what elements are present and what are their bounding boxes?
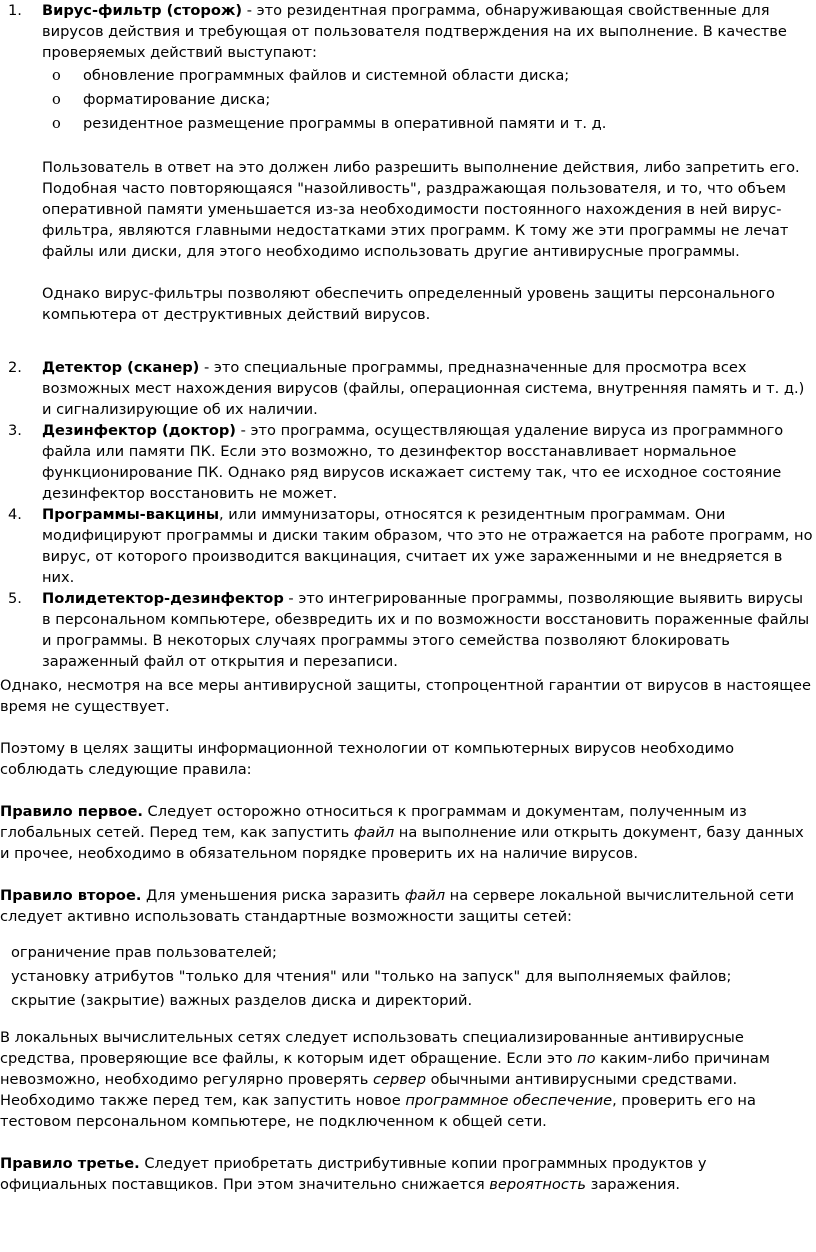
emphasis: программное обеспечение xyxy=(405,1092,613,1109)
sub-list xyxy=(0,64,816,136)
list-number: 5. xyxy=(8,590,22,607)
sub-item-text: форматирование диска; xyxy=(83,91,271,108)
item-text xyxy=(42,504,816,588)
sub-list-item xyxy=(0,64,816,88)
paragraph-text: каким-либо причинам невозможно, необходимо регулярно проверять xyxy=(0,1050,770,1088)
item-paragraph: Однако вирус-фильтры позволяют обеспечить определенный уровень защиты персонального компьютера от деструктивных действий вирусов. xyxy=(42,285,775,323)
rule-first xyxy=(0,801,816,864)
bullet-icon: o xyxy=(52,115,61,132)
list-item: скрытие (закрытие) важных разделов диска и директорий. xyxy=(11,992,473,1009)
list-item-disinfector xyxy=(0,420,816,504)
rule-title: Правило второе. xyxy=(0,887,142,904)
item-text xyxy=(42,420,816,504)
rule-text: на сервере локальной вычислительной сети следует активно использовать стандартные возможности защиты сетей: xyxy=(0,887,795,925)
paragraph-text: , проверить его на тестовом персональном компьютере, не подключенном к общей сети. xyxy=(0,1092,756,1130)
emphasis: файл xyxy=(353,824,395,841)
emphasis: вероятность xyxy=(489,1176,586,1193)
list-item: установку атрибутов "только для чтения" или "только на запуск" для выполняемых файлов; xyxy=(11,968,732,985)
item-term: Вирус-фильтр (сторож) xyxy=(42,2,243,19)
antivirus-type-list-continued xyxy=(0,357,816,672)
bullet-icon: o xyxy=(52,91,61,108)
list-item-detector xyxy=(0,357,816,420)
paragraph-text: обычными антивирусными средствами. Необходимо также перед тем, как запустить новое xyxy=(0,1071,738,1109)
item-description: , или иммунизаторы, относятся к резидентным программам. Они модифицируют программы и диски таким образом, что это не отражается на работе программ, но вирус, от которого производится вакцинация, считает их уже зараженными и не внедряется в них. xyxy=(42,506,813,586)
item-text xyxy=(42,357,816,420)
emphasis: по xyxy=(577,1050,596,1067)
antivirus-type-list xyxy=(0,0,816,325)
item-term: Полидетектор-дезинфектор xyxy=(42,590,284,607)
rule-title: Правило третье. xyxy=(0,1155,140,1172)
item-description: - это специальные программы, предназначенные для просмотра всех возможных мест нахождения вирусов (файлы, операционная система, внутренняя память и т. д.) и сигнализирующие об их наличии. xyxy=(42,359,805,418)
item-description: - это интегрированные программы, позволяющие выявить вирусы в персональном компьютере, обезвредить их и по возможности восстановить пораженные файлы и программы. В некоторых случаях программы этого семейства позволяют блокировать зараженный файл от открытия и перезаписи. xyxy=(42,590,810,670)
emphasis: файл xyxy=(404,887,446,904)
rule-title: Правило первое. xyxy=(0,803,143,820)
item-term: Программы-вакцины xyxy=(42,506,220,523)
rule-third xyxy=(0,1153,816,1195)
list-number: 2. xyxy=(8,359,22,376)
sub-item-text: резидентное размещение программы в оперативной памяти и т. д. xyxy=(83,115,607,132)
item-paragraph: Пользователь в ответ на это должен либо разрешить выполнение действия, либо запретить его. Подобная часто повторяющаяся "назойливость", раздражающая пользователя, и то, что объем оперативной памяти уменьшается из-за необходимости постоянного нахождения в ней вирус-фильтра, являются главными недостатками этих программ. К тому же эти программы не лечат файлы или диски, для этого необходимо использовать другие антивирусные программы. xyxy=(42,159,800,260)
sub-item-text: обновление программных файлов и системной области диска; xyxy=(83,67,570,84)
item-text xyxy=(42,0,816,63)
item-term: Детектор (сканер) xyxy=(42,359,200,376)
rule-text: Для уменьшения риска заразить xyxy=(141,887,405,904)
rule-text: на выполнение или открыть документ, базу данных и прочее, необходимо в обязательном порядке проверить их на наличие вирусов. xyxy=(0,824,804,862)
list-item: ограничение прав пользователей; xyxy=(11,944,277,961)
item-term: Дезинфектор (доктор) xyxy=(42,422,236,439)
rule-text: Следует осторожно относиться к программам и документам, полученным из глобальных сетей. Перед тем, как запустить xyxy=(0,803,747,841)
rule-second xyxy=(0,885,816,927)
paragraph-local-networks xyxy=(0,1027,816,1132)
paragraph-therefore: Поэтому в целях защиты информационной технологии от компьютерных вирусов необходимо соблюдать следующие правила: xyxy=(0,740,735,778)
rule-text: заражения. xyxy=(585,1176,681,1193)
item-description: - это программа, осуществляющая удаление вируса из программного файла или памяти ПК. Если это возможно, то дезинфектор восстанавливает нормальное функционирование ПК. Однако ряд вирусов искажает систему так, что ее исходное состояние дезинфектор восстановить не может. xyxy=(42,422,784,502)
emphasis: сервер xyxy=(372,1071,427,1088)
paragraph-however: Однако, несмотря на все меры антивирусной защиты, стопроцентной гарантии от вирусов в настоящее время не существует. xyxy=(0,677,811,715)
sub-list-item xyxy=(0,88,816,112)
item-text xyxy=(42,588,816,672)
list-item-polydetector xyxy=(0,588,816,672)
network-protection-list xyxy=(0,941,816,1013)
sub-list-item xyxy=(0,112,816,136)
list-number: 4. xyxy=(8,506,22,523)
rule-text: Следует приобретать дистрибутивные копии программных продуктов у официальных поставщиков. При этом значительно снижается xyxy=(0,1155,707,1193)
list-item-virus-filter xyxy=(0,0,816,63)
body-text xyxy=(0,675,816,1195)
bullet-icon: o xyxy=(52,67,61,84)
list-number: 3. xyxy=(8,422,22,439)
item-description: - это резидентная программа, обнаруживающая свойственные для вирусов действия и требующая от пользователя подтверждения на их выполнение. В качестве проверяемых действий выступают: xyxy=(42,2,787,61)
paragraph-text: В локальных вычислительных сетях следует использовать специализированные антивирусные средства, проверяющие все файлы, к которым идет обращение. Если это xyxy=(0,1029,744,1067)
list-item-vaccines xyxy=(0,504,816,588)
list-number: 1. xyxy=(8,2,22,19)
